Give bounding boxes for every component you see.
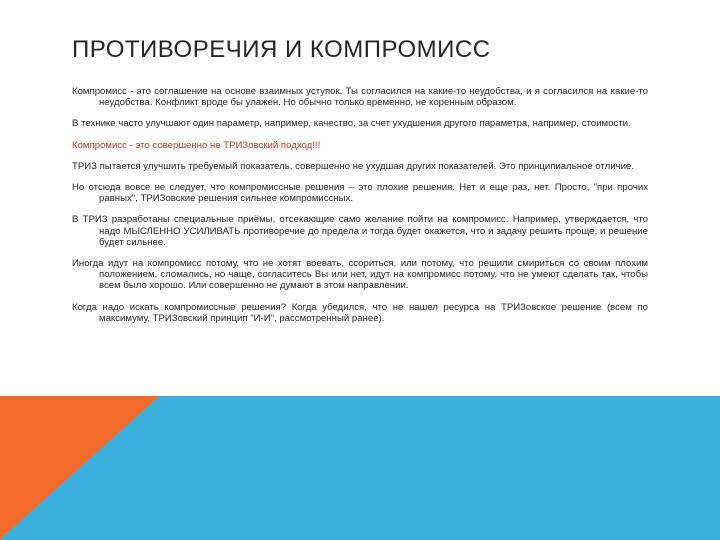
paragraph-8: Когда надо искать компромиссные решения? Когда убедился, что не нашел ресурса на ТРИЗовское решение (всем по максимуму, ТРИЗовский принцип "И-И", рассмотренный ранее). xyxy=(72,301,648,324)
paragraph-7: Иногда идут на компромисс потому, что не хотят воевать, ссориться, или потому, что решили смириться со своим плохим положением, сломались, но чаще, согласитесь Вы или нет, идут на компромисс потому, что не умеют сделать так, чтобы всем было хорошо. Или совершенно не думают в этом направлении. xyxy=(72,258,648,292)
decorative-footer-shapes xyxy=(0,396,720,540)
paragraph-2: В технике часто улучшают один параметр, например, качество, за счет ухудшения другого параметра, например, стоимости. xyxy=(72,118,631,130)
paragraph-6: В ТРИЗ разработаны специальные приёмы, отсекающие само желание пойти на компромисс. Например, утверждается, что надо МЫСЛЕННО УСИЛИВАТЬ противоречие до предела и тогда будет окажется, что и задачу решить проще, и решение будет сильнее. xyxy=(72,214,648,248)
paragraph-1: Компромисс - это соглашение на основе взаимных уступок. Ты согласился на какие-то неудобства, и я согласился на какие-то неудобства. Конфликт вроде бы улажен. Но обычно только временно, не коренным образом. xyxy=(72,86,648,109)
slide-title: ПРОТИВОРЕЧИЯ И КОМПРОМИСС xyxy=(72,36,491,63)
paragraph-4: ТРИЗ пытается улучшить требуемый показатель, совершенно не ухудшая других показателей. Это принципиальное отличие. xyxy=(72,160,635,172)
paragraph-5: Но отсюда вовсе не следует, что компромиссные решения – это плохие решения. Нет и еще раз, нет. Просто, "при прочих равных", ТРИЗовские решения сильнее компромиссных. xyxy=(72,182,648,205)
paragraph-3-highlight: Компромисс - это совершенно не ТРИЗовский подход!!! xyxy=(72,139,321,151)
slide-body xyxy=(72,86,648,334)
